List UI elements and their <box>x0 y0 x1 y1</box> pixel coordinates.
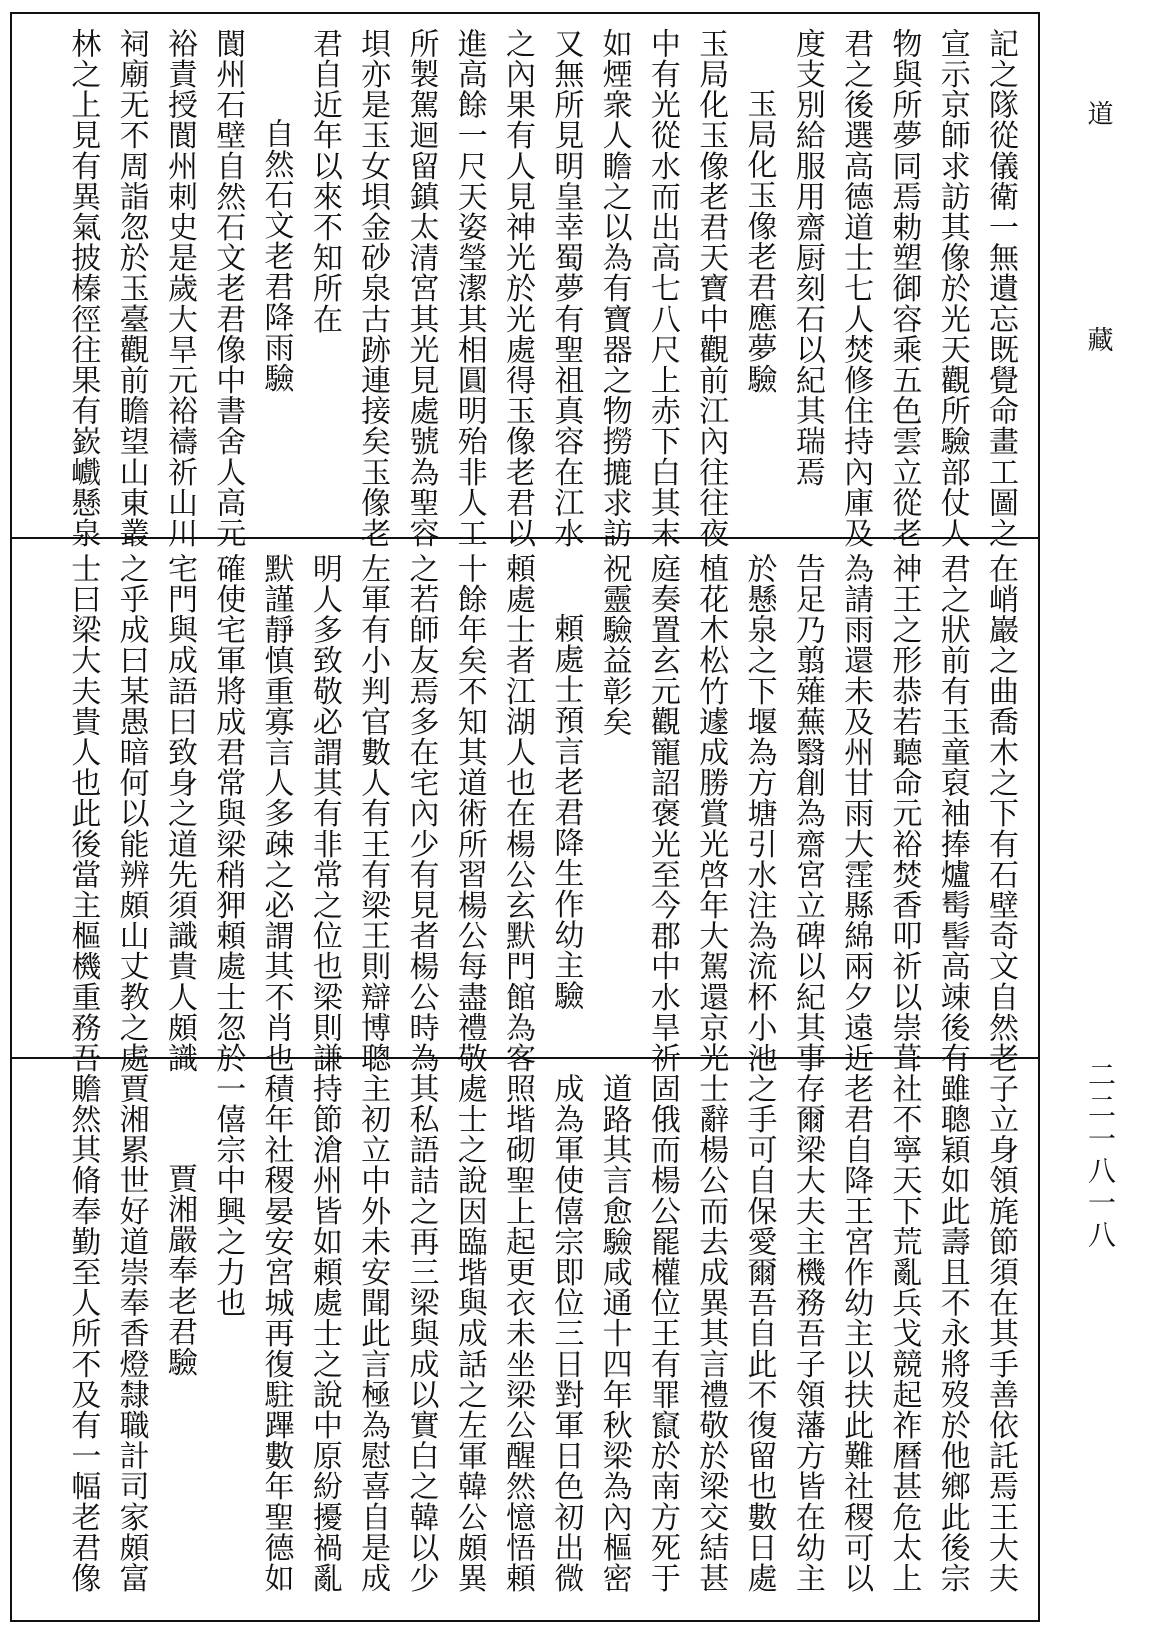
text-column: 君之狀前有玉童裒袖捧爐髩髻高竦後有 <box>934 553 970 1074</box>
text-column: 如煙衆人瞻之以為有寶器之物撈摝求訪 <box>596 28 632 549</box>
text-column: 社不寧天下荒亂兵戈競起祚曆甚危太上 <box>886 1073 922 1594</box>
text-column: 告足乃翦薙蕪翳創為齋宮立碑以紀其事 <box>789 553 825 1074</box>
text-column: 之內果有人見神光於光處得玉像老君以 <box>500 28 536 549</box>
text-column: 雖聰穎如此壽且不永將歿於他鄉此後宗 <box>934 1073 970 1594</box>
margin-title: 道藏 <box>1083 100 1113 552</box>
text-column: 道路其言愈驗咸通十四年秋梁為內樞密 <box>596 1073 632 1594</box>
text-column: 默謹靜慎重寡言人多疎之必謂其不肖也 <box>258 553 294 1074</box>
text-column: 玉局化玉像老君天寶中觀前江內往往夜 <box>693 28 729 549</box>
text-column: 進高餘一尺天姿瑩潔其相圓明殆非人工 <box>451 28 487 549</box>
text-column: 成為軍使僖宗即位三日對軍日色初出微 <box>548 1073 584 1594</box>
text-column: 祠廟无不周詣忽於玉臺觀前瞻望山東叢 <box>113 28 149 549</box>
text-column: 宣示京師求訪其像於光天觀所驗部仗人 <box>934 28 970 549</box>
text-column: 十餘年矣不知其道術所習楊公每盡禮敬 <box>451 553 487 1074</box>
text-column: 宅門與成語曰致身之道先須識貴人頗識 <box>161 553 197 1074</box>
text-column: 士曰梁大夫貴人也此後當主樞機重務吾 <box>65 553 101 1074</box>
text-column: 一僖宗中興之力也 <box>210 1073 246 1318</box>
text-column: 於懸泉之下堰為方塘引水注為流杯小池 <box>741 553 777 1074</box>
panel-top <box>12 14 1038 549</box>
section-heading: 玉局化玉像老君應夢驗 <box>741 88 777 394</box>
text-column: 贍然其脩奉勤至人所不及有一幅老君像 <box>65 1073 101 1594</box>
text-column: 記之隊從儀衛一無遺忘既覺命畫工圖之 <box>983 28 1018 549</box>
text-column: 處士之說因臨堦與成話之左軍韓公頗異 <box>451 1073 487 1594</box>
text-column: 之手可自保愛爾吾自此不復留也數日處 <box>741 1073 777 1594</box>
text-columns <box>56 553 1022 1073</box>
text-column: 確使宅軍將成君常與梁稍狎頼處士忽於 <box>210 553 246 1074</box>
text-column: 植花木松竹遽成勝賞光啓年大駕還京光 <box>693 553 729 1074</box>
panel-bottom <box>12 1059 1038 1620</box>
text-column: 固俄而楊公罷權位王有罪竄於南方死于 <box>644 1073 680 1594</box>
text-column: 老君自降王宮作幼主以扶此難社稷可以 <box>838 1073 874 1594</box>
text-columns <box>56 28 1022 548</box>
text-column: 為請雨還未及州甘雨大霔縣綿兩夕遠近 <box>838 553 874 1074</box>
text-column: 存爾梁大夫主機務吾子領藩方皆在幼主 <box>789 1073 825 1594</box>
text-column: 明人多致敬必謂其有非常之位也梁則謙 <box>306 553 342 1074</box>
text-column: 中有光從水而出高七八尺上赤下白其末 <box>644 28 680 549</box>
text-column: 君之後選高德道士七人焚修住持內庫及 <box>838 28 874 549</box>
text-column: 子立身領旄節須在其手善依託焉王大夫 <box>983 1073 1018 1594</box>
text-column: 在峭巖之曲喬木之下有石壁奇文自然老 <box>983 553 1018 1074</box>
text-column: 左軍有小判官數人有王有梁王則辯博聰 <box>355 553 391 1074</box>
text-column: 又無所見明皇幸蜀夢有聖祖真容在江水 <box>548 28 584 549</box>
text-column: 神王之形恭若聽命元裕焚香叩祈以崇葺 <box>886 553 922 1074</box>
text-column: 之乎成曰某愚暗何以能辨頗山丈教之處 <box>113 553 149 1074</box>
text-column: 頼處士者江湖人也在楊公玄默門館為客 <box>500 553 536 1074</box>
text-column: 其私語詰之再三梁與成以實白之韓以少 <box>403 1073 439 1594</box>
text-column: 所製駕迴留鎮太清宮其光見處號為聖容 <box>403 28 439 549</box>
section-heading: 賈湘嚴奉老君驗 <box>161 1163 197 1378</box>
text-column: 主初立中外未安聞此言極為慰喜自是成 <box>355 1073 391 1594</box>
text-column: 積年社稷晏安宮城再復駐蹕數年聖德如 <box>258 1073 294 1594</box>
text-column: 賈湘累世好道崇奉香燈隸職計司家頗富 <box>113 1073 149 1594</box>
text-column: 垻亦是玉女垻金砂泉古跡連接矣玉像老 <box>355 28 391 549</box>
text-column: 物與所夢同焉勅塑御容乘五色雲立從老 <box>886 28 922 549</box>
text-column: 君自近年以來不知所在 <box>306 28 342 334</box>
text-column: 祝靈驗益彰矣 <box>596 553 632 737</box>
text-columns <box>56 1073 1022 1593</box>
text-column: 庭奏置玄元觀寵詔褒光至今郡中水旱祈 <box>644 553 680 1074</box>
text-column: 士辭楊公而去成異其言禮敬於梁交結甚 <box>693 1073 729 1594</box>
text-column: 持節滄州皆如頼處士之說中原紛擾禍亂 <box>306 1073 342 1594</box>
section-heading: 自然石文老君降雨驗 <box>258 118 294 394</box>
text-column: 度支別給服用齋厨刻石以紀其瑞焉 <box>789 28 825 487</box>
text-column: 林之上見有異氣披榛徑往果有嶔巇懸泉 <box>65 28 101 549</box>
margin-page-number: 二二一八一八 <box>1084 1060 1117 1252</box>
text-column: 裕責授閬州刺史是歲大旱元裕禱祈山川 <box>161 28 197 549</box>
page-frame <box>10 12 1040 1622</box>
panel-middle <box>12 539 1038 1074</box>
section-heading: 頼處士預言老君降生作幼主驗 <box>548 613 584 1011</box>
text-column: 之若師友焉多在宅內少有見者楊公時為 <box>403 553 439 1074</box>
text-column: 照堦砌聖上起更衣未坐梁公醒然憶悟頼 <box>500 1073 536 1594</box>
text-column: 閬州石壁自然石文老君像中書舍人高元 <box>210 28 246 549</box>
